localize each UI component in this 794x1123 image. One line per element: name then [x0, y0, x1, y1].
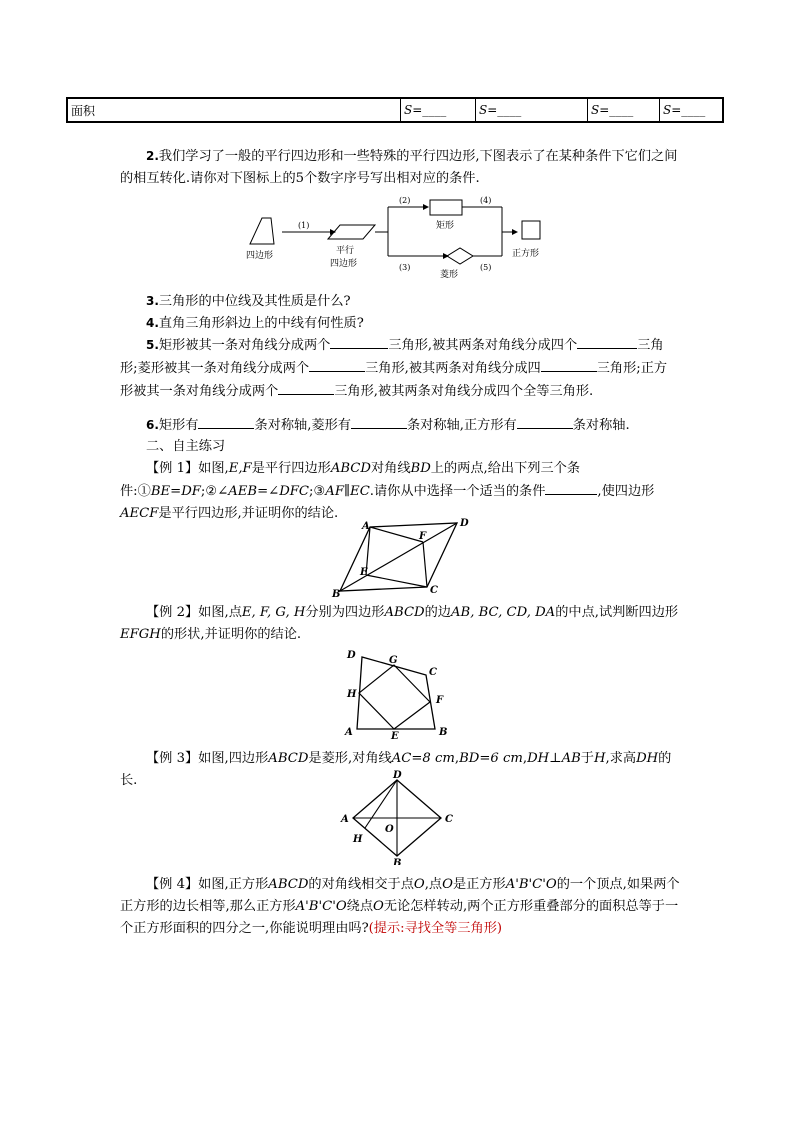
point-label: D: [347, 650, 356, 661]
square-label: 正方形: [512, 249, 540, 259]
point-label: F: [436, 695, 444, 706]
answer-blank[interactable]: [198, 414, 254, 429]
example-text: 是平行四边形: [251, 461, 331, 476]
point-label: C: [429, 667, 437, 678]
answer-blank[interactable]: [351, 414, 407, 429]
example-text: ,点: [424, 877, 443, 892]
point-label: B: [332, 589, 341, 600]
example-text: .请你从中选择一个适当的条件: [369, 484, 546, 499]
example-tag: 【例 3】: [146, 751, 199, 766]
question-6: [120, 414, 680, 437]
answer-blank[interactable]: [517, 414, 573, 429]
example-text: 的对角线相交于点: [308, 877, 414, 892]
example-text: 分别为四边形: [305, 605, 385, 620]
answer-blank[interactable]: [309, 357, 365, 372]
area-cell: S=____: [476, 99, 588, 121]
point-label: H: [347, 689, 357, 700]
example-text: ;: [200, 484, 206, 499]
point-label: D: [460, 518, 469, 529]
rhombus-figure: [335, 770, 465, 865]
example-text: 的形状,并证明你的结论.: [160, 627, 302, 642]
example-text: ;③: [309, 484, 326, 499]
area-cell: S=____: [401, 99, 476, 121]
example-text: 如图,四边形: [198, 751, 269, 766]
math-var: O: [442, 877, 453, 892]
example-text: 如图,点: [198, 605, 242, 620]
question-text: 直角三角形斜边上的中线有何性质?: [158, 316, 364, 331]
example-text: 是菱形,对角线: [308, 751, 392, 766]
math-var: EFGH: [120, 627, 161, 642]
example-text: ②∠: [205, 484, 229, 499]
math-var: E,F: [228, 461, 252, 476]
example-text: 的长.: [120, 751, 672, 788]
question-5: [120, 334, 680, 403]
question-text: 我们学习了一般的平行四边形和一些特殊的平行四边形,下图表示了在某种条件下它们之间的相互转化.请你对下图标上的5个数字序号写出相对应的条件.: [120, 149, 678, 186]
math-var: A'B'C'O: [505, 877, 557, 892]
answer-blank[interactable]: [577, 334, 637, 349]
question-text: 三角形;菱形被其一条对角线分成两个: [120, 338, 664, 376]
question-text: 三角形的中位线及其性质是什么?: [158, 294, 351, 309]
example-text: 无论怎样转动,两个正方形重叠部分的面积总等于一个正方形面积的四分之一,你能说明理由吗?: [120, 899, 679, 936]
question-2: [120, 145, 680, 190]
example-tag: 【例 1】: [146, 461, 199, 476]
point-label: D: [393, 770, 402, 781]
example-text: 绕点: [346, 899, 374, 914]
square-shape: [522, 221, 540, 239]
point-label: C: [445, 814, 453, 825]
example-text: 的中点,试判断四边形: [555, 605, 679, 620]
example-text: 如图,: [198, 461, 229, 476]
midpoint-quadrilateral-figure: [335, 645, 465, 740]
arrow-4-label: (4): [480, 196, 492, 205]
math-var: BD: [410, 461, 431, 476]
rectangle-shape: [430, 200, 462, 215]
area-cell: S=____: [663, 103, 706, 117]
point-label: B: [439, 727, 448, 738]
math-var: E, F, G, H: [241, 605, 306, 620]
example-text: 是正方形: [452, 877, 506, 892]
example-tag: 【例 4】: [146, 877, 199, 892]
point-label: C: [430, 585, 438, 596]
question-text: 条对称轴.: [572, 418, 630, 433]
example-text: ,: [522, 751, 528, 766]
point-label: A: [362, 521, 370, 532]
math-var: AECF: [120, 506, 159, 521]
question-text: 三角形,被其两条对角线分成四: [365, 361, 541, 376]
question-text: 条对称轴,菱形有: [254, 418, 351, 433]
rhombus-label: 菱形: [440, 270, 459, 280]
math-var: A'B'C'O: [295, 899, 347, 914]
example-text: 的边: [424, 605, 451, 620]
point-label: O: [385, 824, 394, 835]
arrow-3-label: (3): [399, 263, 411, 272]
point-label: G: [389, 655, 398, 666]
math-var: BD=6 cm: [459, 751, 523, 766]
question-number: 3.: [146, 294, 159, 308]
math-var: O: [413, 877, 425, 892]
point-label: E: [391, 731, 399, 740]
point-label: A: [345, 727, 353, 738]
example-text: ,使四边形: [597, 484, 655, 499]
point-label: F: [419, 531, 427, 542]
area-cell: S=____: [588, 99, 660, 121]
question-3: [120, 290, 680, 313]
arrow-5-label: (5): [480, 263, 492, 272]
example-text: 如图,正方形: [198, 877, 269, 892]
question-text: 条对称轴,正方形有: [407, 418, 517, 433]
quadrilateral-conversion-diagram: [240, 190, 560, 280]
math-var: ABCD: [330, 461, 371, 476]
math-var: DFC: [279, 484, 310, 499]
example-text: =∠: [257, 484, 280, 499]
rhombus-shape: [447, 248, 473, 264]
example-text: 上的两点,给出下列三个条件:①: [120, 461, 581, 499]
math-var: AEB: [228, 484, 258, 499]
example-text: 于: [580, 751, 594, 766]
example-tag: 【例 2】: [146, 605, 199, 620]
math-var: ABCD: [268, 751, 309, 766]
example-text: ,求高: [605, 751, 637, 766]
math-var: H: [593, 751, 606, 766]
example-text: 的一个顶点,如果两个正方形的边长相等,那么正方形: [120, 877, 680, 914]
area-label: 面积: [68, 99, 401, 121]
example-text: 是平行四边形,并证明你的结论.: [158, 506, 339, 521]
math-var: AC=8 cm: [391, 751, 455, 766]
question-4: [120, 312, 680, 335]
arrow-1-label: (1): [298, 221, 310, 230]
hint-text: (提示:寻找全等三角形): [368, 921, 503, 936]
answer-blank[interactable]: [545, 480, 597, 495]
area-table-row: [66, 97, 724, 123]
math-var: ABCD: [268, 877, 309, 892]
math-var: DH⊥AB: [527, 751, 581, 766]
arrow-2-label: (2): [399, 196, 411, 205]
math-var: O: [373, 899, 384, 914]
question-number: 6.: [146, 418, 159, 432]
example-2: [120, 602, 680, 646]
answer-blank[interactable]: [278, 380, 334, 395]
question-text: 矩形有: [158, 418, 199, 433]
answer-blank[interactable]: [541, 357, 597, 372]
question-text: 三角形;正方形被其一条对角线分成两个: [120, 361, 668, 399]
parallelogram-label: 平行: [336, 246, 355, 256]
example-text: ,: [454, 751, 460, 766]
parallelogram-label: 四边形: [330, 259, 358, 269]
point-label: E: [360, 567, 368, 578]
question-number: 5.: [146, 338, 159, 352]
question-number: 2.: [146, 149, 159, 163]
math-var: AB, BC, CD, DA: [450, 605, 556, 620]
point-label: H: [353, 834, 363, 845]
math-var: AF∥EC: [325, 484, 370, 499]
question-text: 三角形,被其两条对角线分成四个全等三角形.: [334, 384, 594, 399]
point-label: A: [341, 814, 349, 825]
parallelogram-diagonal-figure: [320, 515, 480, 600]
point-label: B: [393, 858, 402, 865]
quadrilateral-shape: [250, 218, 274, 244]
answer-blank[interactable]: [330, 334, 388, 349]
math-var: DH: [636, 751, 659, 766]
question-number: 4.: [146, 316, 159, 330]
math-var: BE=DF: [150, 484, 201, 499]
math-var: ABCD: [384, 605, 425, 620]
example-text: 对角线: [370, 461, 411, 476]
quadrilateral-label: 四边形: [246, 251, 274, 261]
section-heading: 二、自主练习: [146, 439, 226, 454]
question-text: 三角形,被其两条对角线分成四个: [388, 338, 578, 353]
rectangle-label: 矩形: [436, 221, 455, 231]
example-4: [120, 874, 680, 940]
question-text: 矩形被其一条对角线分成两个: [158, 338, 331, 353]
